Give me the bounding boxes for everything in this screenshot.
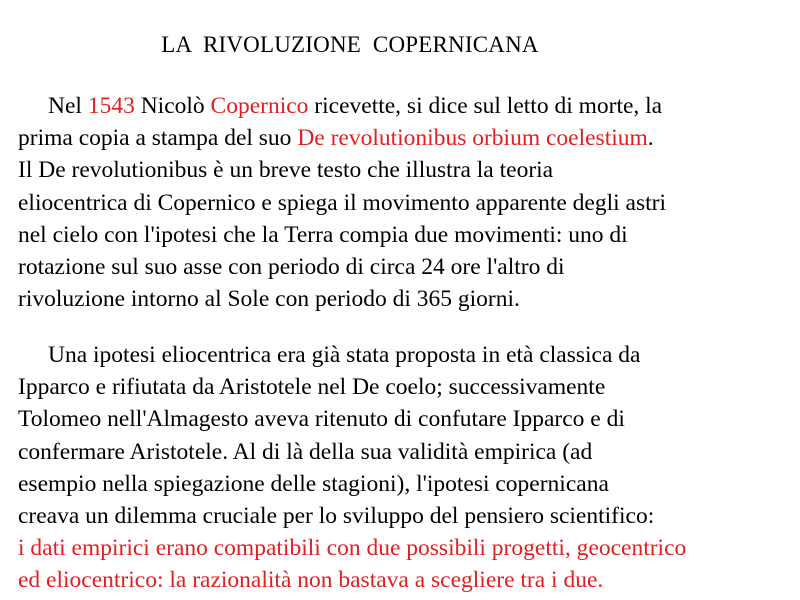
name-highlight: Copernico <box>210 93 309 119</box>
paragraph-2-line-4: confermare Aristotele. Al di là della sua validità empirica (ad <box>18 438 593 465</box>
paragraph-2-line-5: esempio nella spiegazione delle stagioni), l'ipotesi copernicana <box>18 470 609 497</box>
paragraph-2-line-6: creava un dilemma cruciale per lo sviluppo del pensiero scientifico: <box>18 503 655 530</box>
text-segment: prima copia a stampa del suo <box>18 125 298 152</box>
paragraph-1 <box>18 90 798 315</box>
year-highlight: 1543 <box>87 93 135 119</box>
paragraph-1-line-4: eliocentrica di Copernico e spiega il movimento apparente degli astri <box>18 189 666 216</box>
text-segment: Nel <box>48 93 88 119</box>
paragraph-1-line-2 <box>18 122 798 154</box>
paragraph-1-line-3: Il De revolutionibus è un breve testo che illustra la teoria <box>18 157 554 184</box>
paragraph-1-line-5: nel cielo con l'ipotesi che la Terra compia due movimenti: uno di <box>18 221 628 248</box>
text-segment: . <box>647 125 654 152</box>
paragraph-2-line-8-highlight: ed eliocentrico: la razionalità non bastava a scegliere tra i due. <box>18 567 604 594</box>
paragraph-2-line-2: Ipparco e rifiutata da Aristotele nel De coelo; successivamente <box>18 374 606 401</box>
book-title-highlight: De revolutionibus orbium coelestium <box>297 125 648 152</box>
paragraph-1-line-6: rotazione sul suo asse con periodo di circa 24 ore l'altro di <box>18 254 565 281</box>
paragraph-2 <box>18 339 798 597</box>
page-title: LA RIVOLUZIONE COPERNICANA <box>161 32 539 57</box>
paragraph-1-line-1 <box>18 90 798 122</box>
paragraph-1-line-7: rivoluzione intorno al Sole con periodo di 365 giorni. <box>18 286 520 313</box>
paragraph-2-line-1: Una ipotesi eliocentrica era già stata proposta in età classica da <box>48 342 641 368</box>
paragraph-2-line-3: Tolomeo nell'Almagesto aveva ritenuto di confutare Ipparco e di <box>18 406 625 433</box>
text-segment: ricevette, si dice sul letto di morte, la <box>308 93 663 119</box>
paragraph-2-line-7-highlight: i dati empirici erano compatibili con due possibili progetti, geocentrico <box>18 535 687 562</box>
text-segment: Nicolò <box>134 93 211 119</box>
